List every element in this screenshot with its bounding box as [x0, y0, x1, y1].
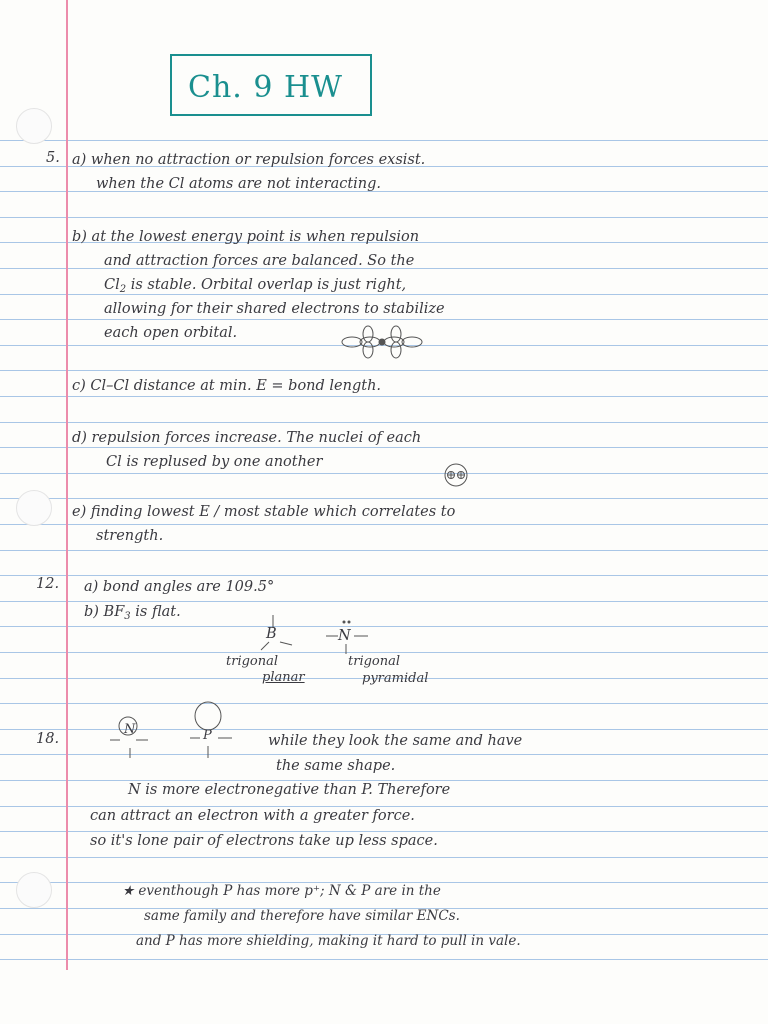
margin-line — [66, 0, 68, 970]
label-trigonal-planar-1: trigonal — [226, 654, 279, 669]
ruled-line — [0, 498, 768, 499]
q5-b-line-1: b) at the lowest energy point is when repulsion — [72, 229, 420, 245]
q12-b-text: b) BF — [84, 604, 125, 620]
cl2-symbol: Cl — [104, 277, 120, 293]
q18-note-line-1: ★ eventhough P has more p⁺; N & P are in the — [122, 883, 441, 899]
q18-line-3: N is more electronegative than P. Therefore — [128, 782, 451, 798]
label-pyramidal: pyramidal — [362, 671, 429, 686]
q12-b-line — [84, 602, 181, 627]
q5-e-line-1: e) finding lowest E / most stable which correlates to — [72, 504, 456, 520]
q18-line-5: so it's lone pair of electrons take up less space. — [90, 833, 438, 849]
q5-d-line-1: d) repulsion forces increase. The nuclei of each — [72, 430, 422, 446]
q5-d-line-2: Cl is replused by one another — [106, 454, 323, 470]
q18-line-4: can attract an electron with a greater force. — [90, 808, 415, 824]
q5-c-line: c) Cl–Cl distance at min. E = bond length. — [72, 378, 382, 394]
binder-hole — [16, 490, 52, 526]
ruled-line — [0, 857, 768, 858]
ruled-line — [0, 652, 768, 653]
q18-note-line-2: same family and therefore have similar ENCs. — [144, 908, 460, 924]
ruled-line — [0, 575, 768, 576]
q18-note-line-3: and P has more shielding, making it hard to pull in vale. — [136, 933, 521, 949]
q5-b-line-4: allowing for their shared electrons to stabilize — [104, 301, 445, 317]
ruled-line — [0, 422, 768, 423]
ruled-line — [0, 959, 768, 960]
q5-e-line-2: strength. — [96, 528, 164, 544]
ruled-line — [0, 217, 768, 218]
atom-b-label: B — [266, 626, 277, 642]
ruled-line — [0, 370, 768, 371]
ruled-line — [0, 524, 768, 525]
q12-b-text-end: is flat. — [130, 604, 181, 620]
ruled-line — [0, 473, 768, 474]
binder-hole — [16, 108, 52, 144]
q18-line-2: the same shape. — [276, 758, 396, 774]
atom-p-18: P — [203, 728, 212, 743]
label-trigonal-pyramidal-1: trigonal — [348, 654, 401, 669]
question-number-12: 12. — [36, 576, 60, 592]
q12-a-line: a) bond angles are 109.5° — [84, 579, 275, 595]
cl2-subscript: 2 — [119, 284, 127, 295]
page-title: Ch. 9 HW — [188, 70, 343, 105]
q18-line-1: while they look the same and have — [268, 733, 523, 749]
q5-b-line-2: and attraction forces are balanced. So the — [104, 253, 415, 269]
label-planar: planar — [262, 670, 305, 685]
bf3-subscript: 3 — [124, 611, 131, 622]
question-number-18: 18. — [36, 731, 60, 747]
ruled-line — [0, 703, 768, 704]
question-number-5: 5. — [46, 150, 60, 166]
phosphine-lone-pair-sketch — [186, 700, 238, 762]
q5-b-line-5: each open orbital. — [104, 325, 238, 341]
repelling-nuclei-sketch — [440, 462, 472, 488]
ruled-line — [0, 396, 768, 397]
q5-b-line-3 — [104, 275, 406, 300]
ruled-line — [0, 319, 768, 320]
binder-hole — [16, 872, 52, 908]
q5-a-line-1: a) when no attraction or repulsion forces exsist. — [72, 152, 426, 168]
orbital-overlap-sketch — [334, 324, 430, 360]
q5-b-line-3-text: is stable. Orbital overlap is just right, — [126, 277, 407, 293]
ruled-line — [0, 140, 768, 141]
atom-n-18: N — [124, 722, 136, 737]
atom-n-label: N — [338, 628, 351, 644]
q5-a-line-2: when the Cl atoms are not interacting. — [96, 176, 382, 192]
ruled-line — [0, 550, 768, 551]
